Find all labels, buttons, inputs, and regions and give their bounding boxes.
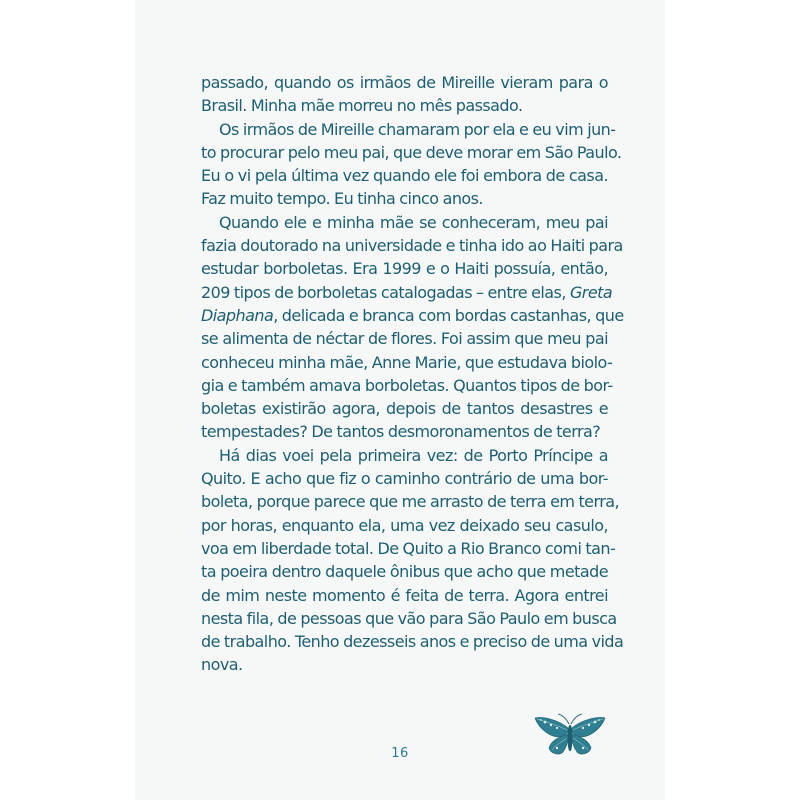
text-segment: , delicada e branca com bordas castanhas, que <box>273 305 624 325</box>
italic-species-name-part1: Greta <box>569 282 613 302</box>
text-line: se alimenta de néctar de flores. Foi assim que meu pai <box>201 329 608 349</box>
text-line: Brasil. Minha mãe morreu no mês passado. <box>201 96 523 116</box>
text-line <box>201 304 624 327</box>
text-line: to procurar pelo meu pai, que deve morar em São Paulo. <box>201 142 622 162</box>
text-line: passado, quando os irmãos de Mireille vieram para o <box>201 73 608 92</box>
text-line: Faz muito tempo. Eu tinha cinco anos. <box>201 189 483 209</box>
text-line: boleta, porque parece que me arrasto de terra em terra, <box>201 492 620 512</box>
text-line: estudar borboletas. Era 1999 e o Haiti possuía, então, <box>201 259 608 279</box>
text-line: nova. <box>201 655 243 675</box>
text-line: por horas, enquanto ela, uma vez deixado seu casulo, <box>201 515 608 535</box>
book-page <box>135 0 665 800</box>
page-number: 16 <box>391 746 409 761</box>
text-line: Quando ele e minha mãe se conheceram, meu pai <box>219 212 608 232</box>
text-line: Quito. E acho que fiz o caminho contrário de uma bor- <box>201 469 608 489</box>
text-line: de mim neste momento é feita de terra. Agora entrei <box>201 585 608 605</box>
body-text <box>201 71 624 677</box>
text-segment: 209 tipos de borboletas catalogadas – entre elas, <box>201 282 566 302</box>
text-line: voa em liberdade total. De Quito a Rio Branco comi tan- <box>201 538 616 558</box>
text-line: boletas existirão agora, depois de tantos desastres e <box>201 399 608 419</box>
text-line: Os irmãos de Mireille chamaram por ela e eu vim jun- <box>219 119 616 139</box>
text-line <box>201 281 613 304</box>
text-line: Há dias voei pela primeira vez: de Porto Príncipe a <box>219 445 608 465</box>
text-line: fazia doutorado na universidade e tinha ido ao Haiti para <box>201 236 623 256</box>
text-line: Eu o vi pela última vez quando ele foi embora de casa. <box>201 166 608 186</box>
text-line: ta poeira dentro daquele ônibus que acho que metade <box>201 562 608 582</box>
italic-species-name-part2: Diaphana <box>201 305 274 325</box>
text-line: de trabalho. Tenho dezesseis anos e preciso de uma vida <box>201 632 624 652</box>
text-line: conheceu minha mãe, Anne Marie, que estudava biolo- <box>201 352 613 372</box>
text-line: nesta fila, de pessoas que vão para São Paulo em busca <box>201 608 617 628</box>
text-line: tempestades? De tantos desmoronamentos de terra? <box>201 422 601 442</box>
text-line: gia e também amava borboletas. Quantos tipos de bor- <box>201 375 613 395</box>
